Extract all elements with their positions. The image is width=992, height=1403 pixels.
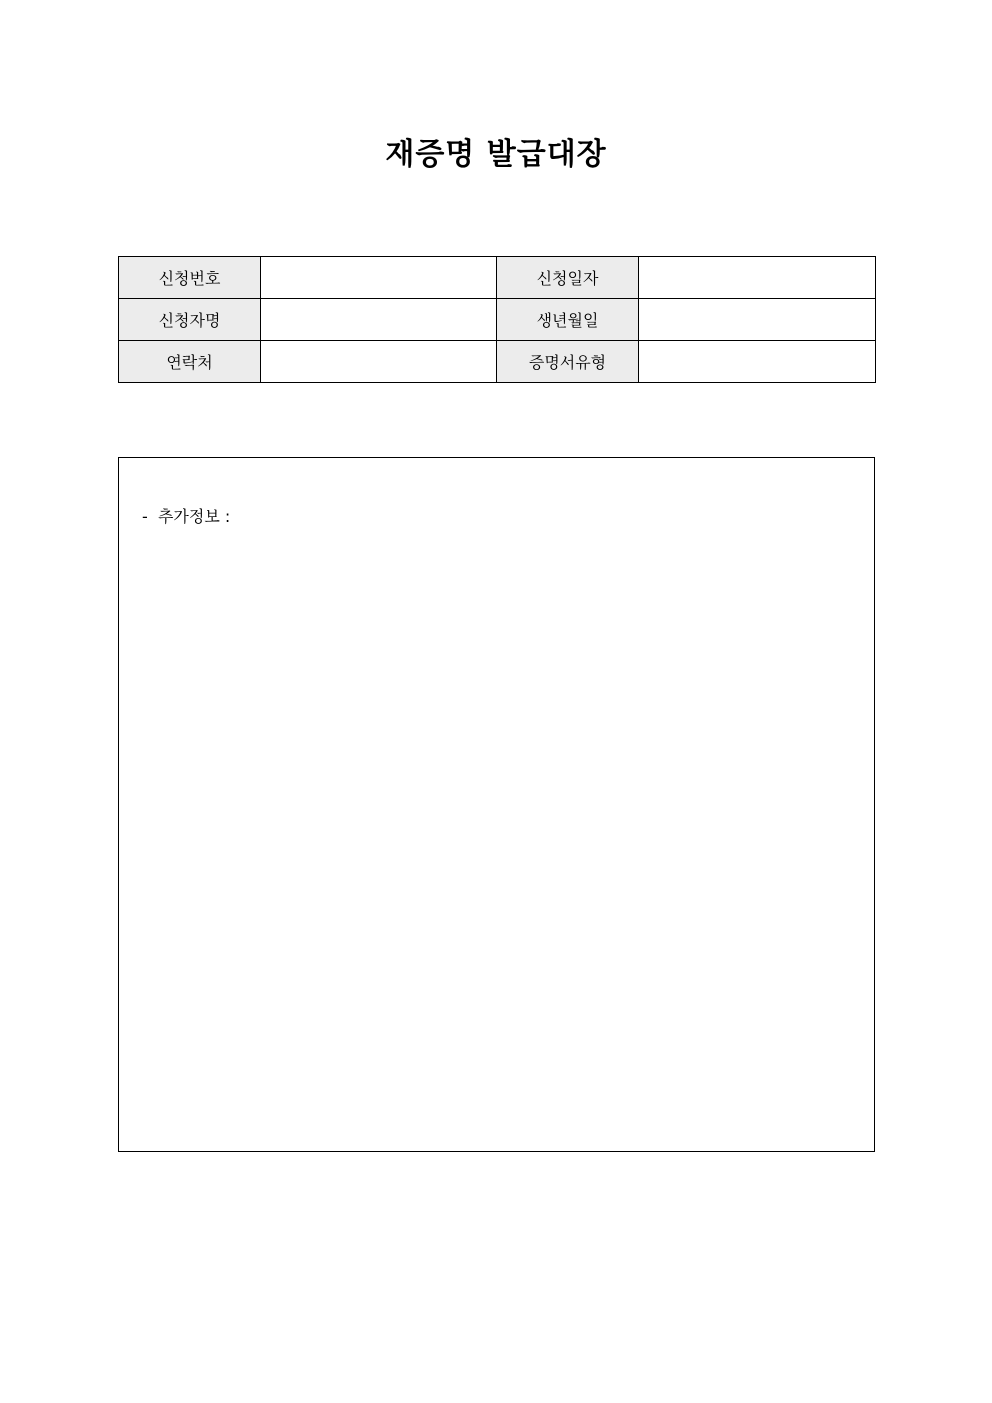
table-row xyxy=(119,341,876,383)
contact-field[interactable] xyxy=(261,341,497,383)
application-number-label: 신청번호 xyxy=(119,257,261,299)
additional-info-box[interactable] xyxy=(118,457,875,1152)
additional-info-label: 추가정보 : xyxy=(157,507,231,526)
certificate-type-field[interactable] xyxy=(639,341,876,383)
additional-info-line xyxy=(142,506,235,528)
document-title: 재증명 발급대장 xyxy=(385,137,607,172)
table-row xyxy=(119,299,876,341)
application-date-label: 신청일자 xyxy=(497,257,639,299)
birth-date-label: 생년월일 xyxy=(497,299,639,341)
table-row xyxy=(119,257,876,299)
certificate-type-label: 증명서유형 xyxy=(497,341,639,383)
application-date-field[interactable] xyxy=(639,257,876,299)
application-number-field[interactable] xyxy=(261,257,497,299)
contact-label: 연락처 xyxy=(119,341,261,383)
applicant-name-field[interactable] xyxy=(261,299,497,341)
birth-date-field[interactable] xyxy=(639,299,876,341)
bullet-dash: - xyxy=(142,507,148,526)
applicant-info-table xyxy=(118,256,876,383)
applicant-name-label: 신청자명 xyxy=(119,299,261,341)
